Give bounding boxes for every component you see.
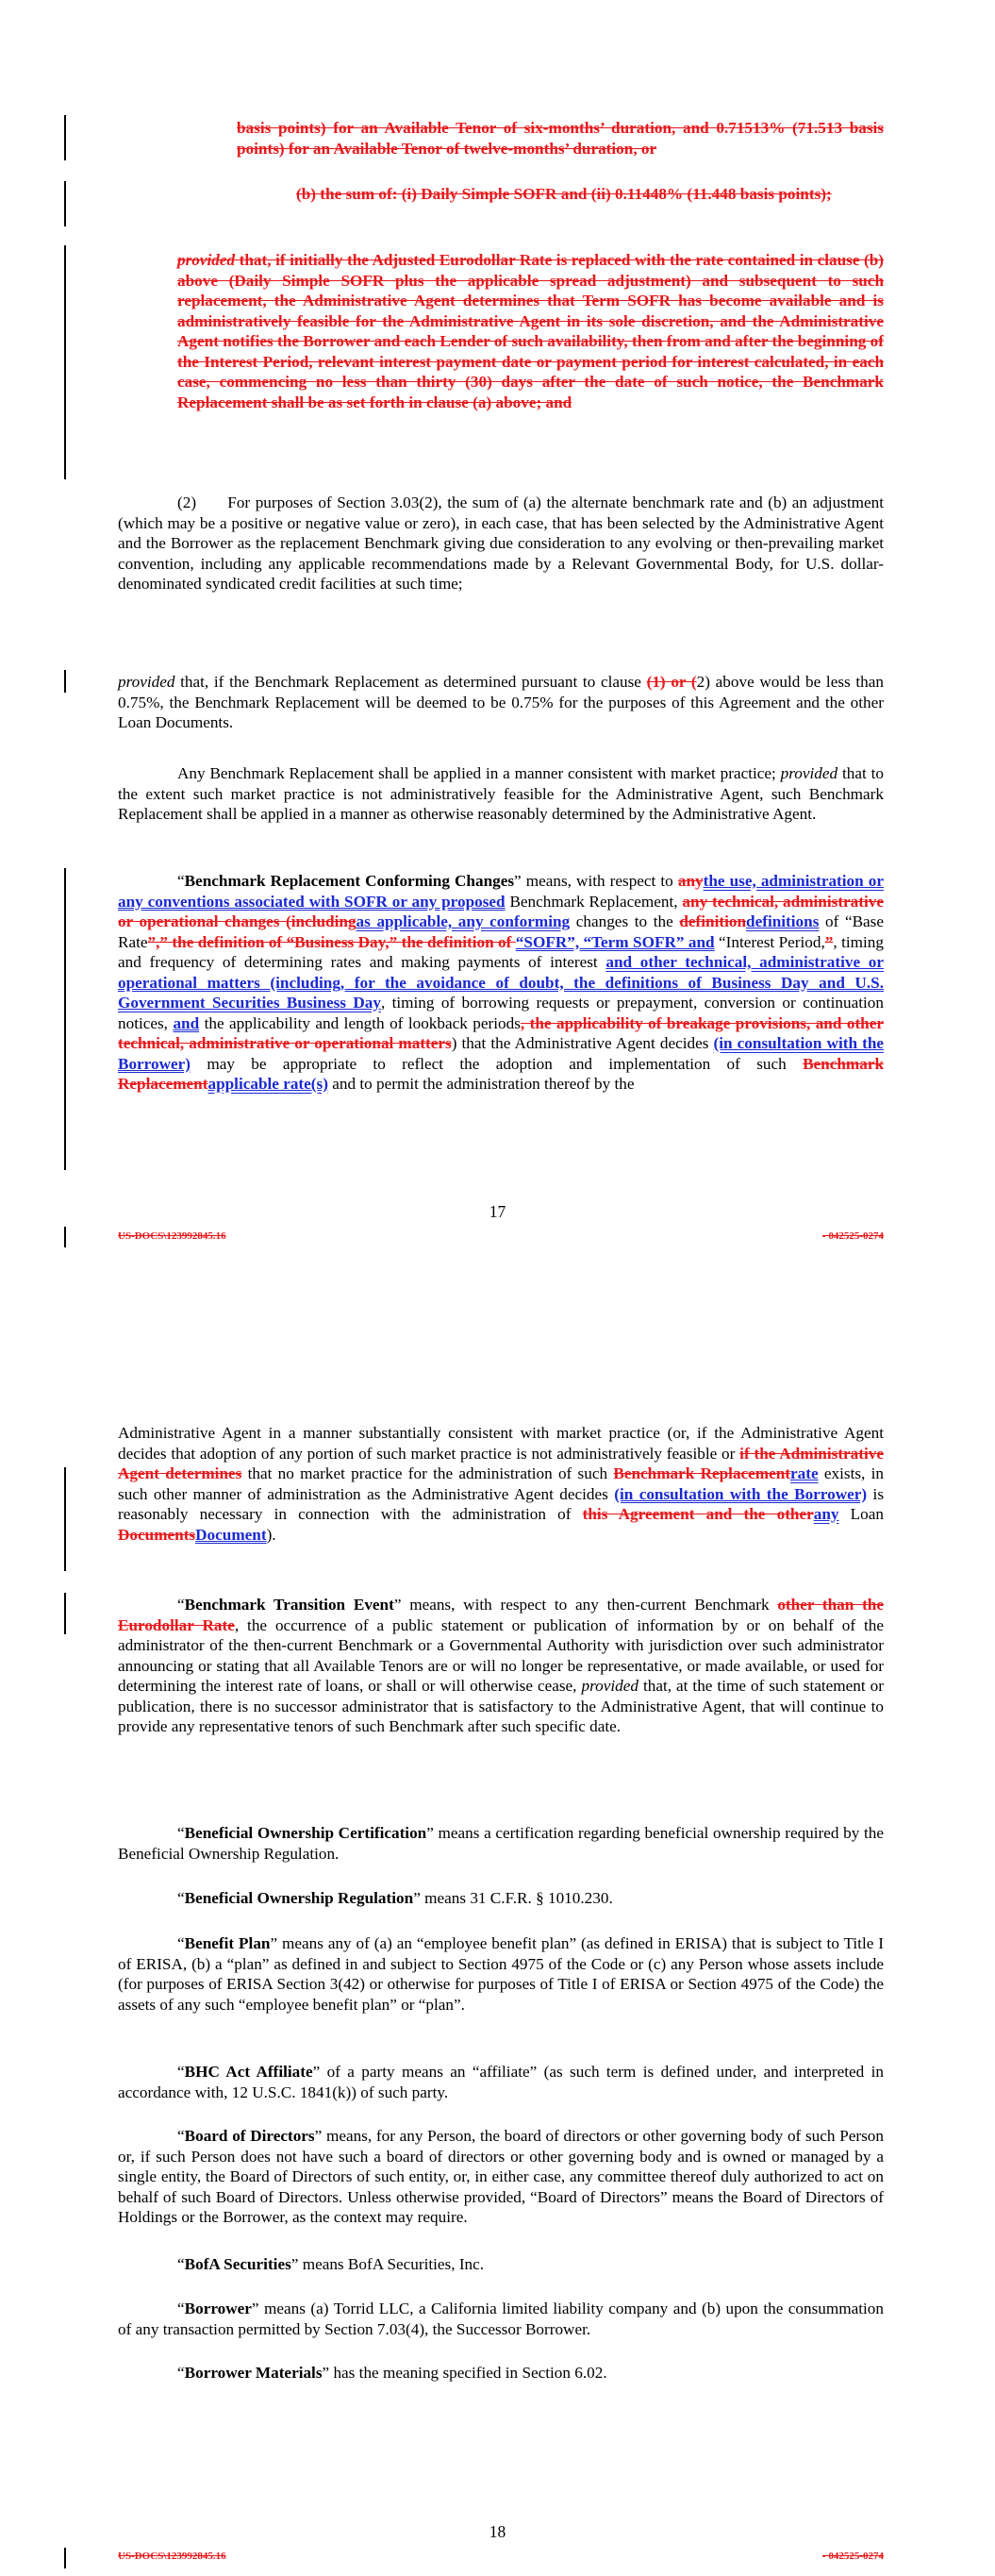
benchmark-application-paragraph: Any Benchmark Replacement shall be applied in a manner consistent with market practice; provided that to the extent such market practice is not administratively feasible for the Administrative Agent, such Benchmark Replacement shall be applied in a manner as otherwise reasonably determined by the Administrative Agent.	[118, 764, 884, 823]
change-bar	[64, 181, 66, 226]
definition-borrower: “Borrower” means (a) Torrid LLC, a California limited liability company and (b) upon the consummation of any transaction permitted by Section 7.03(4), the Successor Borrower.	[118, 2300, 884, 2338]
change-bar	[64, 115, 66, 160]
change-bar	[64, 1467, 66, 1571]
change-bar	[64, 245, 66, 479]
change-bar	[64, 868, 66, 1170]
continued-paragraph: Administrative Agent in a manner substantially consistent with market practice (or, if the Administrative Agent decides that adoption of any portion of such market practice is not administratively feasible or if the Administrative Agent determines that no market practice for the administration of such Benchmark Replacementrate exists, in such other manner of administration as the Administrative Agent decides (in consultation with the Borrower) is reasonably necessary in connection with the administration of this Agreement and the otherany Loan DocumentsDocument).	[118, 1424, 885, 1544]
deleted-fragment-a: basis points) for an Available Tenor of six-months’ duration, and 0.71513% (71.513 basis points) for an Available Tenor of twelve-months’ duration, or	[237, 119, 884, 158]
page-number: 17	[489, 1202, 506, 1221]
definition-benchmark-transition-event: “Benchmark Transition Event” means, with respect to any then-current Benchmark other than the Eurodollar Rate, the occurrence of a public statement or publication of information by or on behalf of the administrator of the then-current Benchmark or a Governmental Authority with jurisdiction over such administrator announcing or stating that all Available Tenors are or will no longer be representative, or made available, or used for determining the interest rate of loans, or shall or will otherwise cease, provided that, at the time of such statement or publication, there is no successor administrator that is satisfactory to the Administrative Agent, that will continue to provide any representative tenors of such Benchmark after such specific date.	[118, 1596, 884, 1735]
change-bar	[64, 2548, 66, 2568]
change-bar	[64, 1227, 66, 1247]
definition-benchmark-replacement-conforming-changes: “Benchmark Replacement Conforming Changes” means, with respect to anythe use, administration or any conventions associated with SOFR or any proposed Benchmark Replacement, any technical, administrative or operational changes (includingas applicable, any conforming changes to the definitiondefinitions of “Base Rate”,” the definition of “Business Day,” the definition of “SOFR”, “Term SOFR” and “Interest Period,”, timing and frequency of determining rates and making payments of interest and other technical, administrative or operational matters (including, for the avoidance of doubt, the definitions of Business Day and U.S. Government Securities Business Day, timing of borrowing requests or prepayment, conversion or continuation notices, and the applicability and length of lookback periods, the applicability of breakage provisions, and other technical, administrative or operational matters) that the Administrative Agent decides (in consultation with the Borrower) may be appropriate to reflect the adoption and implementation of such Benchmark Replacementapplicable rate(s) and to permit the administration thereof by the	[118, 872, 885, 1093]
change-bar	[64, 1593, 66, 1634]
footer-doc-id: US-DOCS\123992845.16	[118, 1230, 226, 1242]
definition-bofa-securities: “BofA Securities” means BofA Securities, Inc.	[177, 2255, 485, 2273]
footer-doc-id: US-DOCS\123992845.16	[118, 2551, 226, 2562]
definition-beneficial-ownership-regulation: “Beneficial Ownership Regulation” means 31 C.F.R. § 1010.230.	[177, 1889, 613, 1907]
page-number: 18	[489, 2522, 506, 2541]
change-bar	[64, 670, 66, 693]
footer-doc-ref: - 042525-0274	[821, 1230, 884, 1242]
footer-doc-ref: - 042525-0274	[821, 2551, 884, 2562]
definition-bhc-act-affiliate: “BHC Act Affiliate” of a party means an “affiliate” (as such term is defined under, and interpreted in accordance with, 12 U.S.C. 1841(k)) of such party.	[118, 2063, 884, 2101]
definition-beneficial-ownership-certification: “Beneficial Ownership Certification” means a certification regarding beneficial ownership required by the Beneficial Ownership Regulation.	[118, 1824, 884, 1863]
deleted-fragment-b: (b) the sum of: (i) Daily Simple SOFR and (ii) 0.11448% (11.448 basis points);	[296, 185, 832, 203]
definition-borrower-materials: “Borrower Materials” has the meaning specified in Section 6.02.	[177, 2364, 607, 2382]
clause-2: (2) For purposes of Section 3.03(2), the sum of (a) the alternate benchmark rate and (b) an adjustment (which may be a positive or negative value or zero), in each case, that has been selected by the Administrative Agent and the Borrower as the replacement Benchmark giving due consideration to any evolving or then-prevailing market convention, including any applicable recommendations made by a Relevant Governmental Body, for U.S. dollar-denominated syndicated credit facilities at such time;	[118, 493, 884, 593]
proviso-floor: provided that, if the Benchmark Replacement as determined pursuant to clause (1) or (2) above would be less than 0.75%, the Benchmark Replacement will be deemed to be 0.75% for the purposes of this Agreement and the other Loan Documents.	[118, 673, 884, 731]
definition-benefit-plan: “Benefit Plan” means any of (a) an “employee benefit plan” (as defined in ERISA) that is subject to Title I of ERISA, (b) a “plan” as defined in and subject to Section 4975 of the Code or (c) any Person whose assets include (for purposes of ERISA Section 3(42) or otherwise for purposes of Title I of ERISA or Section 4975 of the Code) the assets of any such “employee benefit plan” or “plan”.	[118, 1934, 884, 2014]
definition-board-of-directors: “Board of Directors” means, for any Person, the board of directors or other governing body of such Person or, if such Person does not have such a board of directors or other governing body and is owned or managed by a single entity, the Board of Directors of such entity, or, in either case, any committee thereof duly authorized to act on behalf of such Board of Directors. Unless otherwise provided, “Board of Directors” means the Board of Directors of Holdings or the Borrower, as the context may require.	[118, 2127, 884, 2226]
deleted-proviso: provided that, if initially the Adjusted Eurodollar Rate is replaced with the rate contained in clause (b) above (Daily Simple SOFR plus the applicable spread adjustment) and subsequent to such replacement, the Administrative Agent determines that Term SOFR has become available and is administratively feasible for the Administrative Agent in its sole discretion, and the Administrative Agent notifies the Borrower and each Lender of such availability, then from and after the beginning of the Interest Period, relevant interest payment date or payment period for interest calculated, in each case, commencing no less than thirty (30) days after the date of such notice, the Benchmark Replacement shall be as set forth in clause (a) above; and	[177, 251, 884, 411]
